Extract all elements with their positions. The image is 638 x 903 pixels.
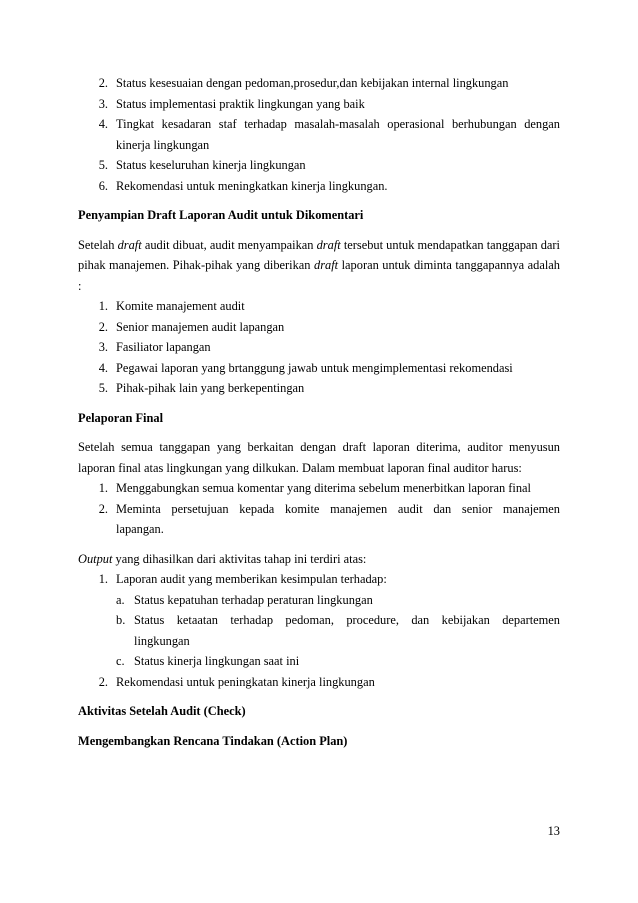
list-text: Status ketaatan terhadap pedoman, procedure, dan kebijakan departemen lingkungan xyxy=(134,613,560,648)
list-item xyxy=(78,569,560,590)
list-text: Fasiliator lapangan xyxy=(116,340,211,354)
page-content xyxy=(78,73,560,751)
list-number: 2. xyxy=(98,674,108,689)
list-number: 2. xyxy=(98,319,108,334)
list-text: Status kepatuhan terhadap peraturan lingkungan xyxy=(134,592,373,607)
paragraph-output xyxy=(78,549,560,570)
sub-list-item xyxy=(78,590,560,611)
list-text: Status kinerja lingkungan saat ini xyxy=(134,654,300,668)
heading-action-plan: Mengembangkan Rencana Tindakan (Action Plan) xyxy=(78,733,348,748)
list-number: 1. xyxy=(98,299,108,313)
text-run: tersebut untuk mendapatkan tanggapan dari pihak manajemen. Pihak-pihak yang diberikan xyxy=(78,237,560,272)
page-number: 13 xyxy=(547,824,560,838)
list-letter: a. xyxy=(116,592,125,607)
final-list xyxy=(78,478,560,540)
list-text: Komite manajement audit xyxy=(116,299,245,313)
sub-list-item xyxy=(78,651,560,672)
text-run: yang dihasilkan dari aktivitas tahap ini terdiri atas: xyxy=(112,551,367,566)
list-text: Laporan audit yang memberikan kesimpulan terhadap: xyxy=(116,572,387,586)
paragraph-final: Setelah semua tanggapan yang berkaitan dengan draft laporan diterima, auditor menyusun laporan final atas lingkungan yang dilkukan. Dalam membuat laporan final auditor harus: xyxy=(78,440,560,475)
text-run: Setelah xyxy=(78,237,118,252)
list-item xyxy=(78,378,560,399)
list-item xyxy=(78,672,560,693)
list-text: Status keseluruhan kinerja lingkungan xyxy=(116,158,306,172)
list-number: 4. xyxy=(98,117,108,131)
list-number: 1. xyxy=(98,481,108,495)
list-item xyxy=(78,358,560,379)
text-run: laporan untuk diminta tanggapannya adalah : xyxy=(78,258,560,293)
list-number: 3. xyxy=(98,340,108,354)
list-item xyxy=(78,176,560,197)
list-number: 6. xyxy=(98,178,108,193)
list-text: Menggabungkan semua komentar yang diterima sebelum menerbitkan laporan final xyxy=(116,481,531,495)
list-number: 2. xyxy=(98,76,108,90)
emphasis: draft xyxy=(316,237,341,252)
list-text: Pihak-pihak lain yang berkepentingan xyxy=(116,381,305,395)
list-number: 3. xyxy=(98,96,108,111)
emphasis: draft xyxy=(314,258,339,272)
list-item xyxy=(78,155,560,176)
list-text: Pegawai laporan yang brtanggung jawab untuk mengimplementasi rekomendasi xyxy=(116,360,513,375)
list-number: 5. xyxy=(98,381,108,395)
recipients-list xyxy=(78,296,560,399)
list-text: Rekomendasi untuk peningkatan kinerja lingkungan xyxy=(116,674,375,689)
list-item xyxy=(78,478,560,499)
list-number: 1. xyxy=(98,572,108,586)
text-run: audit dibuat, audit menyampaikan xyxy=(141,237,317,252)
list-number: 4. xyxy=(98,360,108,375)
list-text: Status implementasi praktik lingkungan yang baik xyxy=(116,96,365,111)
sub-list-item xyxy=(78,610,560,651)
status-list xyxy=(78,73,560,196)
list-letter: b. xyxy=(116,613,126,627)
list-item xyxy=(78,94,560,115)
list-text: Rekomendasi untuk meningkatkan kinerja lingkungan. xyxy=(116,178,388,193)
list-number: 5. xyxy=(98,158,108,172)
list-text: Tingkat kesadaran staf terhadap masalah-masalah operasional berhubungan dengan kinerja lingkungan xyxy=(116,117,560,152)
list-letter: c. xyxy=(116,654,125,668)
list-text: Senior manajemen audit lapangan xyxy=(116,319,285,334)
heading-draft: Penyampian Draft Laporan Audit untuk Dikomentari xyxy=(78,208,364,222)
list-item xyxy=(78,499,560,540)
heading-final: Pelaporan Final xyxy=(78,410,164,425)
list-item xyxy=(78,114,560,155)
emphasis: draft xyxy=(117,237,142,252)
list-text: Status kesesuaian dengan pedoman,prosedur,dan kebijakan internal lingkungan xyxy=(116,76,509,90)
list-item xyxy=(78,337,560,358)
list-number: 2. xyxy=(98,501,108,516)
output-list xyxy=(78,569,560,692)
heading-check: Aktivitas Setelah Audit (Check) xyxy=(78,704,246,718)
list-item xyxy=(78,317,560,338)
emphasis: Output xyxy=(78,551,113,566)
list-item xyxy=(78,73,560,94)
list-item xyxy=(78,296,560,317)
paragraph-draft xyxy=(78,235,560,297)
list-text: Meminta persetujuan kepada komite manajemen audit dan senior manajemen lapangan. xyxy=(116,501,560,536)
